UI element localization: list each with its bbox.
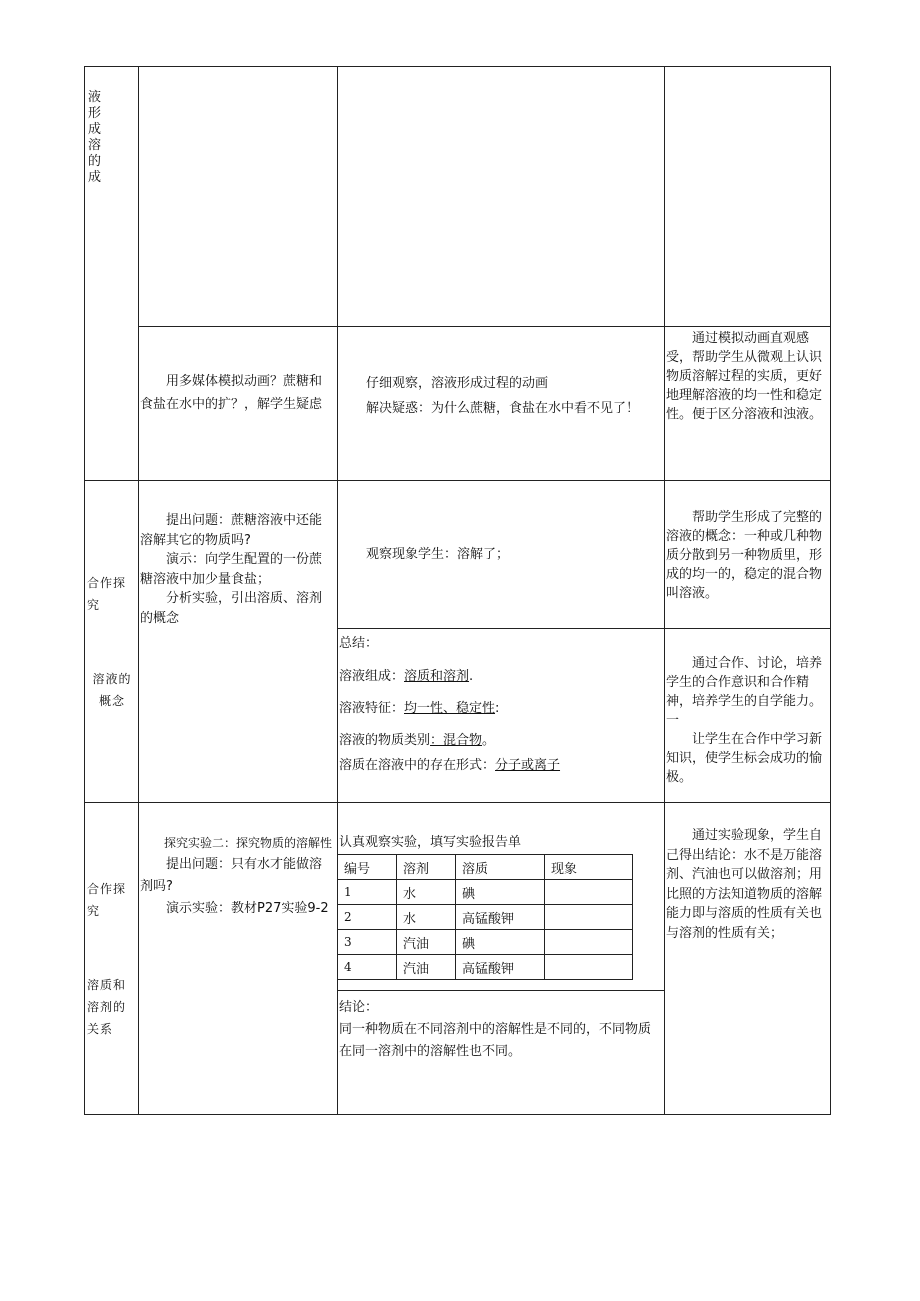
summary-form-label: 溶质在溶液中的存在形式：: [339, 758, 496, 773]
row3-label: [87, 878, 135, 922]
table-row: [338, 930, 633, 955]
label-char: 溶: [88, 138, 102, 153]
row2-teacher-activity: [140, 511, 334, 628]
header-solvent: 溶剂: [397, 855, 456, 880]
border-left: [84, 66, 85, 1115]
summary-comp-label: 溶液组成：: [339, 669, 405, 684]
header-solute: 溶质: [456, 855, 545, 880]
table-header-row: [338, 855, 633, 880]
student-intro: 认真观察实验，填写实验报告单: [339, 835, 522, 850]
row1-design-intent: [666, 329, 829, 424]
intent-text: 通过模拟动画直观感受，帮助学生从微观上认识物质溶解过程的实质，更好地理解溶液的均一性和稳定性。便于区分溶液和浊液。: [666, 331, 823, 422]
row1-inner-divider: [138, 326, 831, 327]
teacher-p3: 演示实验：教材P27实验9-2: [166, 901, 329, 916]
summary-feat-value: 均一性、稳定性: [404, 701, 496, 716]
summary-category: [339, 731, 661, 750]
row3-conclusion-divider: [337, 990, 664, 991]
cell-solute: 高锰酸钾: [456, 955, 545, 980]
row2-label-b: [87, 668, 137, 712]
label-char: 形: [88, 106, 102, 121]
teacher-text: 用多媒体模拟动画？蔗糖和食盐在水中的扩？，解学生疑虑: [140, 374, 323, 412]
row1-teacher-activity: [140, 370, 334, 416]
header-num: 编号: [338, 855, 397, 880]
teacher-p2: 提出问题：只有水才能做溶剂吗?: [140, 857, 323, 894]
row2-inner-divider: [337, 628, 831, 629]
table-row: [338, 955, 633, 980]
summary-comp-end: .: [469, 669, 474, 684]
intent-top-text: 帮助学生形成了完整的溶液的概念：一种或几种物质分散到另一种物质里，形成的均一的，稳定的混合物叫溶液。: [666, 510, 823, 601]
row2-intent-top: [666, 508, 829, 603]
row1-student-activity: [340, 371, 660, 421]
conclusion-title: 结论：: [339, 1000, 379, 1015]
summary-form: [339, 756, 661, 775]
row3-teacher-activity: [140, 832, 334, 920]
row3-conclusion: [339, 997, 662, 1063]
label-char: 液: [88, 90, 102, 105]
row1-label: [88, 90, 104, 186]
cell-phenomenon[interactable]: [545, 880, 633, 905]
teacher-p1: 探究实验二：探究物质的溶解性: [164, 836, 333, 850]
teacher-p1: 提出问题：蔗糖溶液中还能溶解其它的物质吗?: [140, 513, 323, 548]
cell-solute: 碘: [456, 930, 545, 955]
label-line-1: 合作探究: [87, 576, 127, 612]
conclusion-text: 同一种物质在不同溶剂中的溶解性是不同的，不同物质在同一溶剂中的溶解性也不同。: [339, 1022, 652, 1059]
row2-intent-bottom: [666, 654, 829, 787]
row2-summary: [339, 634, 661, 775]
summary-comp-value: 溶质和溶剂: [404, 669, 470, 684]
label-line-2: 溶质和溶剂的关系: [87, 978, 127, 1036]
cell-phenomenon[interactable]: [545, 905, 633, 930]
summary-form-value: 分子或离子: [495, 758, 561, 773]
row3-label-b: [87, 974, 135, 1040]
teacher-p3: 分析实验，引出溶质、溶剂的概念: [140, 591, 323, 626]
header-phenomenon: 现象: [545, 855, 633, 880]
intent-bottom-p2: 让学生在合作中学习新知识，使学生标会成功的愉极。: [666, 732, 823, 785]
summary-features: [339, 699, 661, 718]
cell-num: 3: [338, 930, 397, 955]
col1-divider: [138, 66, 139, 1115]
summary-composition: [339, 667, 661, 686]
table-row: [338, 905, 633, 930]
row1-bottom: [84, 480, 831, 481]
observe-text: 观察现象学生：溶解了；: [366, 547, 510, 562]
row2-label: [87, 572, 137, 616]
label-char: 成: [88, 122, 102, 137]
cell-solvent: 汽油: [397, 955, 456, 980]
border-top: [84, 66, 831, 67]
cell-phenomenon[interactable]: [545, 955, 633, 980]
student-text-1: 仔细观察，溶液形成过程的动画: [366, 376, 549, 391]
cell-num: 2: [338, 905, 397, 930]
intent-bottom-p1: 通过合作、讨论，培养学生的合作意识和合作精神，培养学生的自学能力。一: [666, 656, 823, 728]
teacher-p2: 演示：向学生配置的一份蔗糖溶液中加少量食盐；: [140, 552, 323, 587]
border-right: [830, 66, 831, 1115]
experiment-report-table: [337, 854, 633, 980]
summary-cat-value: ：混合物: [430, 733, 483, 748]
summary-cat-end: 。: [482, 733, 496, 748]
summary-cat-label: 溶液的物质类别: [339, 733, 431, 748]
row3-student-intro: [339, 833, 661, 852]
intent-text: 通过实验现象，学生自己得出结论：水不是万能溶剂、汽油也可以做溶剂；用比照的方法知道物质的溶解能力即与溶质的性质有关也与溶剂的性质有关；: [666, 828, 823, 941]
label-line-2: 溶液的概念: [92, 672, 132, 708]
cell-num: 1: [338, 880, 397, 905]
cell-num: 4: [338, 955, 397, 980]
label-line-1: 合作探究: [87, 882, 127, 918]
summary-title: 总结：: [339, 636, 379, 651]
row2-bottom: [84, 802, 831, 803]
table-row: [338, 880, 633, 905]
row2-student-observe: [340, 545, 660, 564]
cell-solvent: 水: [397, 880, 456, 905]
summary-feat-label: 溶液特征：: [339, 701, 405, 716]
cell-solute: 高锰酸钾: [456, 905, 545, 930]
summary-feat-end: :: [495, 701, 500, 716]
cell-phenomenon[interactable]: [545, 930, 633, 955]
col3-divider: [664, 66, 665, 1115]
label-char: 成: [88, 170, 102, 185]
label-char: 的: [88, 154, 102, 169]
border-bottom: [84, 1114, 831, 1115]
student-text-2: 解决疑惑：为什么蔗糖，食盐在水中看不见了！: [366, 401, 640, 416]
cell-solvent: 汽油: [397, 930, 456, 955]
cell-solvent: 水: [397, 905, 456, 930]
cell-solute: 碘: [456, 880, 545, 905]
row3-design-intent: [666, 826, 829, 943]
